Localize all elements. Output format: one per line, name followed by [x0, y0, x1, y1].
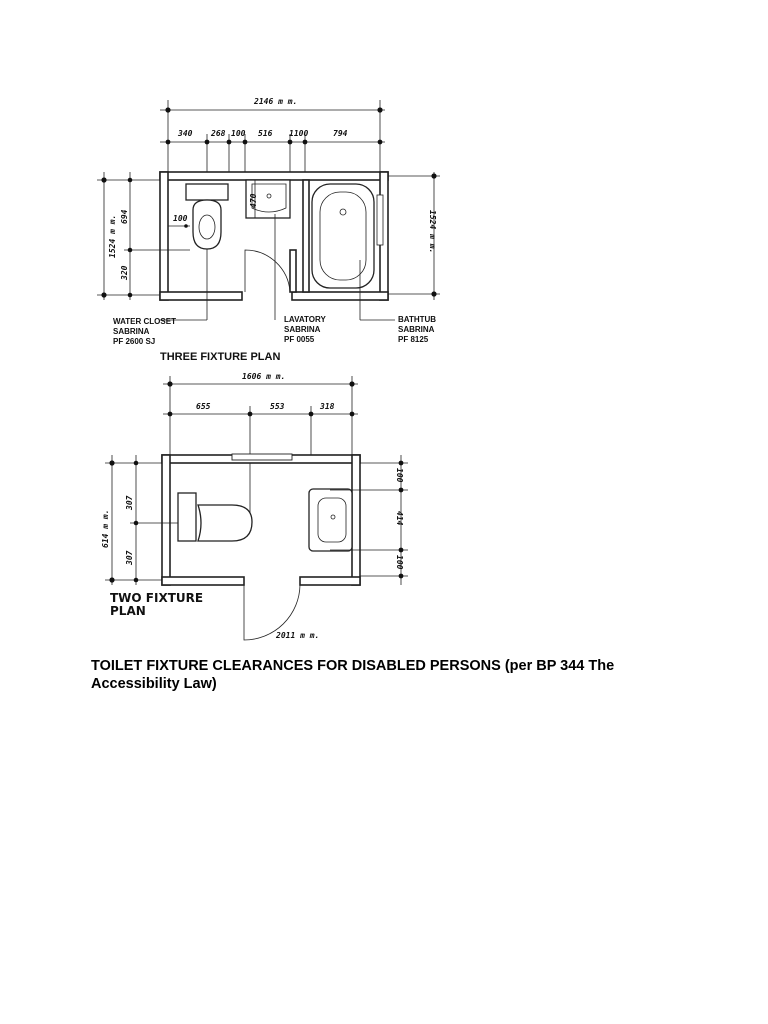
- two-fixture-plan-title-line1: TWO FIXTURE: [110, 591, 204, 605]
- two-overall-width-dimension: [163, 372, 358, 455]
- three-fixture-labels: [113, 315, 436, 363]
- three-segment-1: 340: [178, 129, 193, 138]
- three-segment-6: 794: [333, 129, 348, 138]
- wc-label-line3: PF 2600 SJ: [113, 337, 156, 346]
- two-door-dim-label: 2011 m m.: [276, 631, 320, 640]
- two-segment-3: 318: [320, 402, 335, 411]
- wc-label-line2: SABRINA: [113, 327, 150, 336]
- three-segment-3: 100: [231, 129, 246, 138]
- two-right-segment-2: 414: [395, 511, 404, 526]
- two-segment-2: 553: [270, 402, 285, 411]
- wc-label-line1: WATER CLOSET: [113, 317, 176, 326]
- three-overall-width-label: 2146 m m.: [254, 97, 298, 106]
- three-segment-dimension-row: [160, 129, 385, 172]
- figure-caption: TOILET FIXTURE CLEARANCES FOR DISABLED PERSONS (per BP 344 The Accessibility Law): [91, 658, 615, 692]
- two-right-segment-1: 100: [395, 468, 404, 483]
- three-lav-dim-label: 470: [249, 193, 258, 208]
- three-fixture-plan: [97, 97, 440, 363]
- two-left-height-dimensions: [101, 455, 162, 585]
- two-left-segment-1: 307: [125, 495, 134, 510]
- lav-label-line1: LAVATORY: [284, 315, 326, 324]
- three-right-overall-height: 1524 m m.: [428, 210, 437, 254]
- three-bathtub-fixture: [312, 184, 374, 288]
- three-segment-5: 1100: [289, 129, 309, 138]
- two-right-segment-3: 100: [395, 555, 404, 570]
- three-overall-width-dimension: [160, 97, 385, 172]
- two-fixture-plan: [101, 372, 408, 640]
- two-segment-1: 655: [196, 402, 211, 411]
- three-wc-clearance-label: 100: [173, 214, 188, 223]
- three-water-closet-fixture: [168, 184, 228, 249]
- lav-label-line3: PF 0055: [284, 335, 315, 344]
- tub-label-line2: SABRINA: [398, 325, 435, 334]
- two-left-overall-height: 614 m m.: [101, 509, 110, 548]
- three-left-segment-1: 694: [120, 209, 129, 224]
- three-right-height-dimension: [388, 172, 440, 300]
- tub-label-line3: PF 8125: [398, 335, 429, 344]
- lav-label-line2: SABRINA: [284, 325, 321, 334]
- two-overall-width-label: 1606 m m.: [242, 372, 286, 381]
- tub-label-line1: BATHTUB: [398, 315, 437, 324]
- three-left-overall-height: 1524 m m.: [108, 214, 117, 258]
- three-segment-4: 516: [258, 129, 273, 138]
- three-lavatory-fixture: [246, 180, 290, 218]
- three-left-height-dimensions: [97, 172, 190, 300]
- three-fixture-plan-title: THREE FIXTURE PLAN: [160, 351, 281, 363]
- two-left-segment-2: 307: [125, 550, 134, 565]
- three-left-segment-2: 320: [120, 265, 129, 280]
- two-fixture-plan-title-line2: PLAN: [110, 604, 146, 618]
- two-lavatory-fixture: [309, 489, 352, 551]
- two-water-closet-fixture: [130, 493, 252, 541]
- three-segment-2: 268: [211, 129, 226, 138]
